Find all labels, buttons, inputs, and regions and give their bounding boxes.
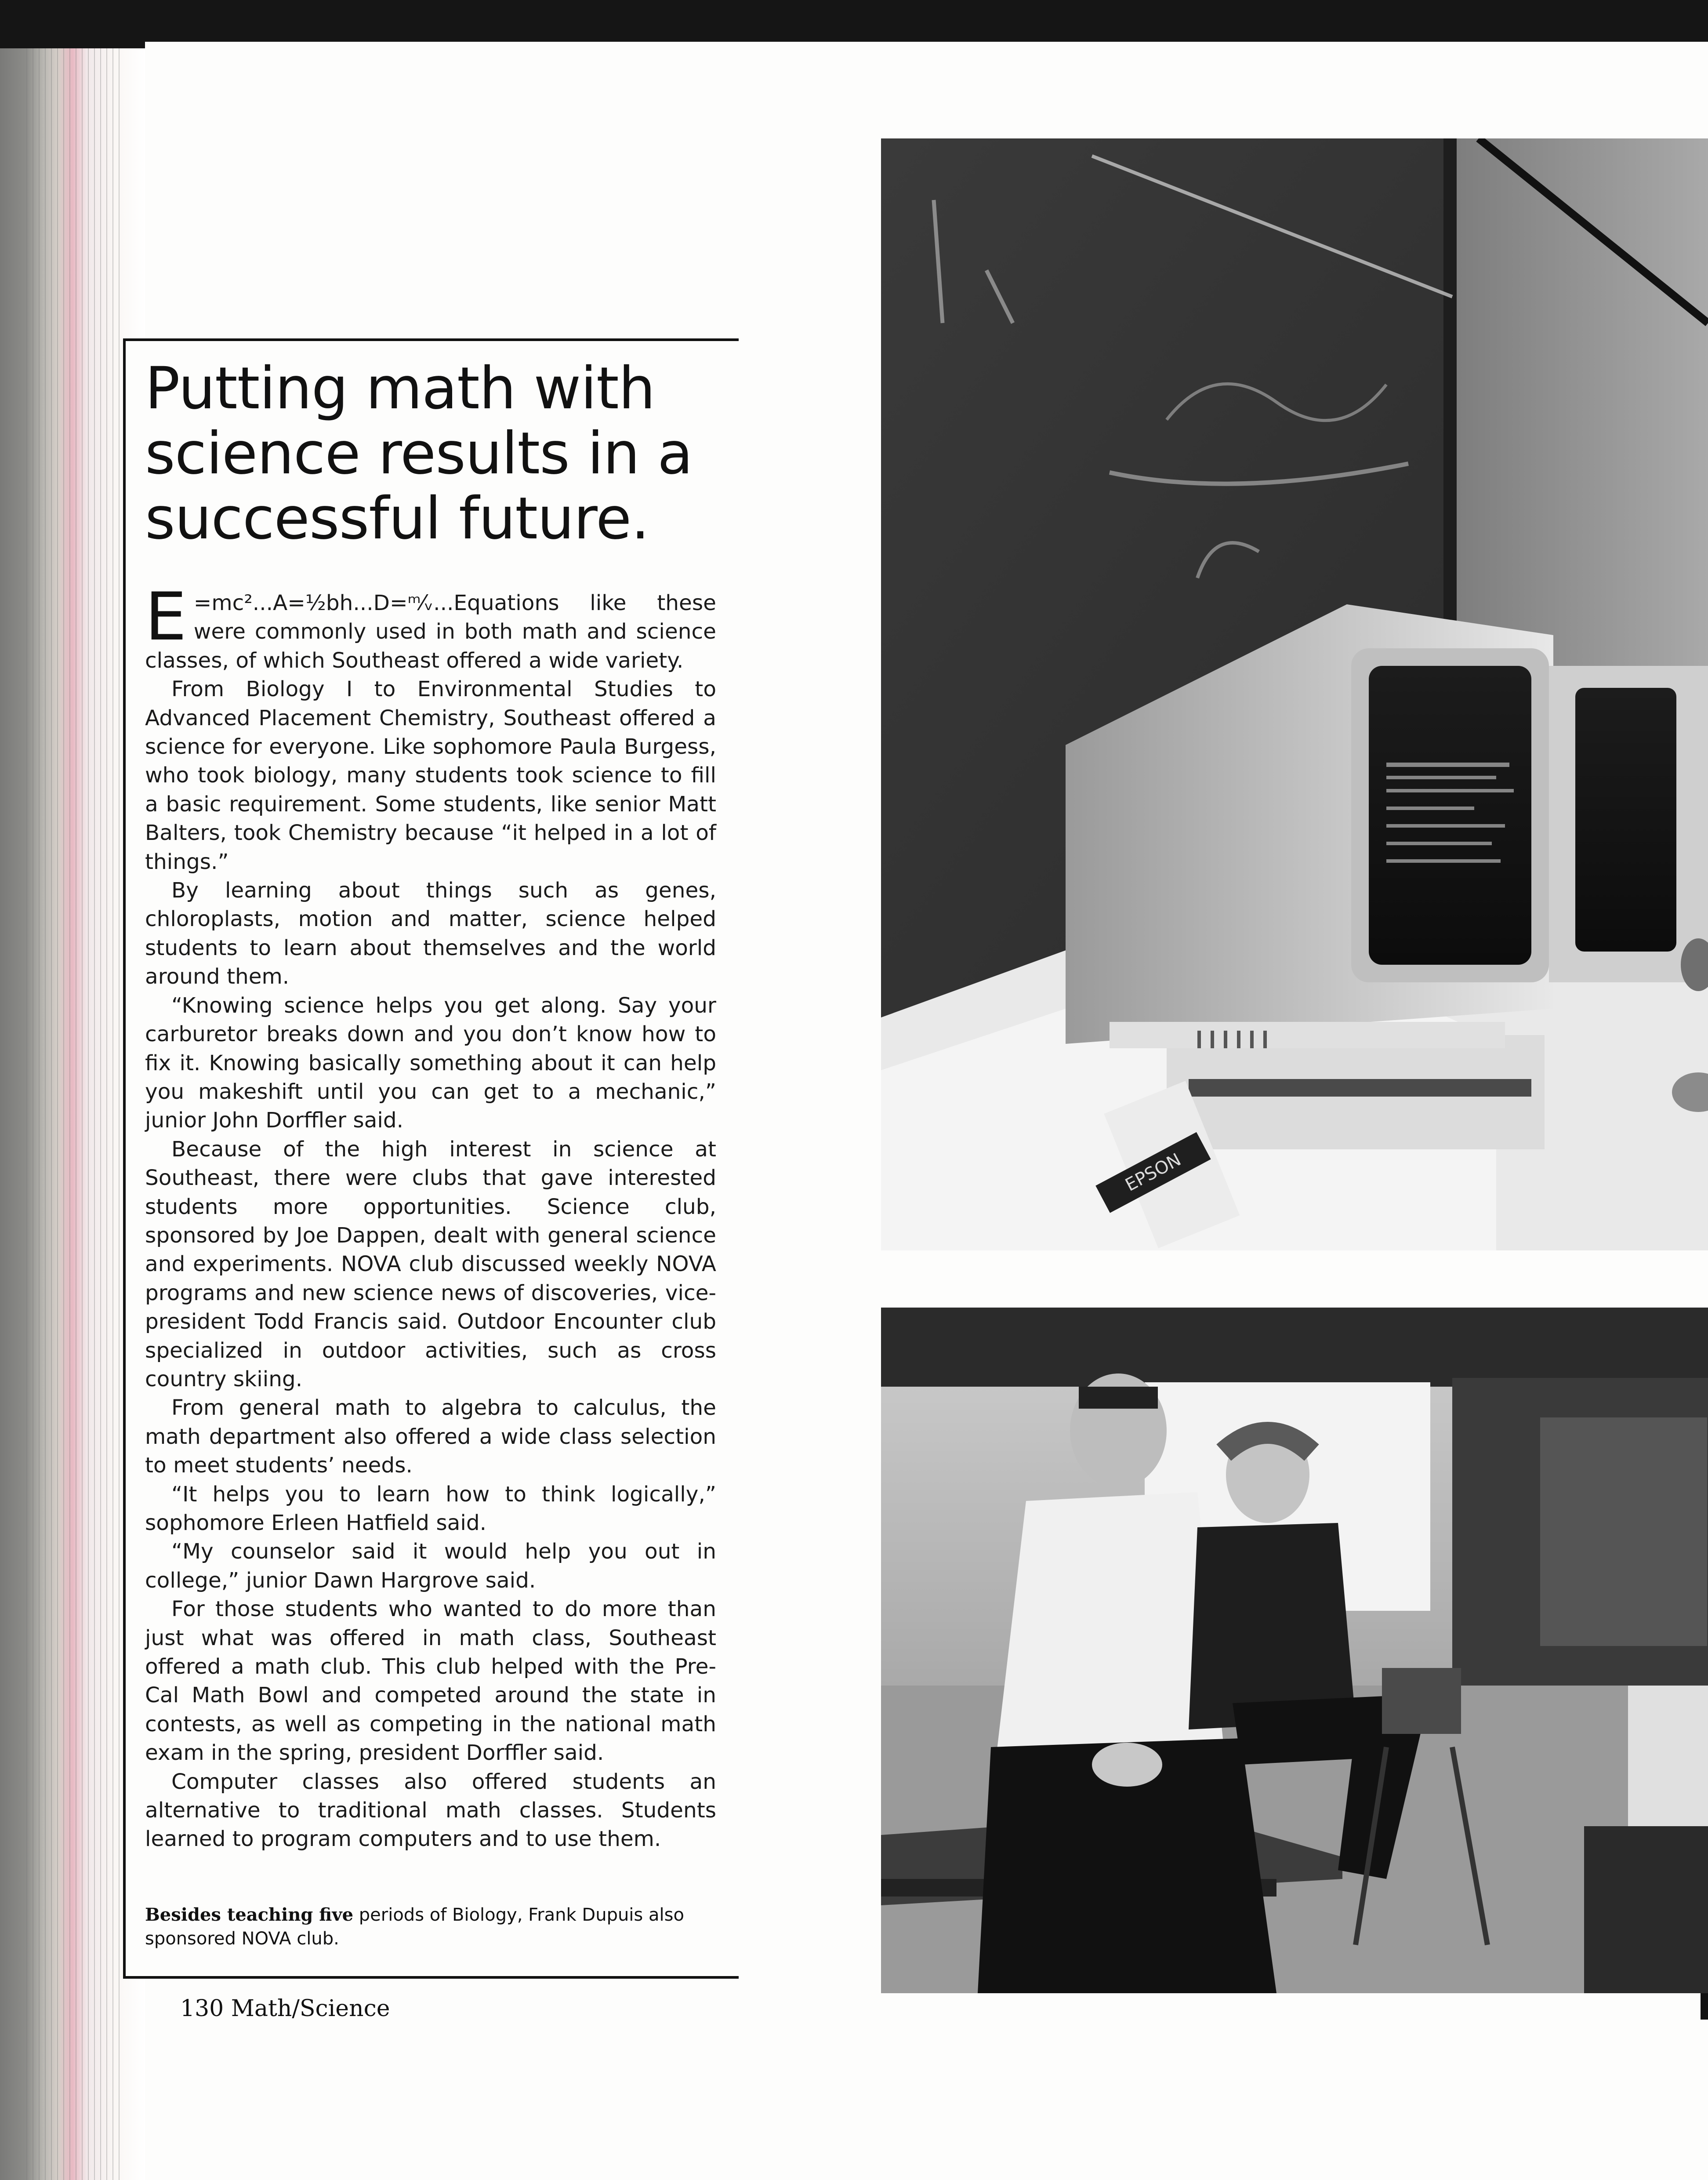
lead-text: =mc²...A=½bh...D=ᵐ⁄ᵥ...Equations like these were commonly used in both math and science classes, of which Southeast offered a wide variety. xyxy=(145,591,716,673)
page-rule-mark xyxy=(1701,1993,1708,2020)
photo-caption xyxy=(145,1903,716,1951)
article-headline: Putting math with science results in a successful future. xyxy=(145,355,693,552)
paragraph: From Biology I to Environmental Studies to Advanced Placement Chemistry, Southeast offered a science for everyone. Like sophomore Paula Burgess, who took biology, many students took science to fill a basic requirement. Some students, like senior Matt Balters, took Chemistry because “it helped in a lot of things.” xyxy=(145,677,716,874)
drop-cap: E xyxy=(145,579,187,655)
photo-teacher-student xyxy=(881,1308,1708,1993)
paragraph: By learning about things such as genes, chloroplasts, motion and matter, science helped students to learn about themselves and the world around them. xyxy=(145,878,716,989)
paragraph: “It helps you to learn how to think logically,” sophomore Erleen Hatfield said. xyxy=(145,1482,716,1535)
paragraph: For those students who wanted to do more than just what was offered in math class, Southeast offered a math club. This club helped with the Pre-Cal Math Bowl and competed around the state in contests, as well as competing in the national math exam in the spring, president Dorffler said. xyxy=(145,1597,716,1766)
caption-text: periods of Biology, Frank Dupuis also sponsored NOVA club. xyxy=(145,1905,684,1949)
paragraph: From general math to algebra to calculus, the math department also offered a wide class selection to meet students’ needs. xyxy=(145,1395,716,1478)
paragraph: Because of the high interest in science at Southeast, there were clubs that gave interested students more opportunities. Science club, sponsored by Joe Dappen, dealt with general science and experiments. NOVA club discussed weekly NOVA programs and new science news of discoveries, vice-president Todd Francis said. Outdoor Encounter club specialized in outdoor activities, such as cross country skiing. xyxy=(145,1137,716,1392)
paragraph: “Knowing science helps you get along. Say your carburetor breaks down and you don’t know how to fix it. Knowing basically something about it can help you makeshift until you can get to a mechanic,” junior John Dorffler said. xyxy=(145,993,716,1133)
paragraph: Computer classes also offered students an alternative to traditional math classes. Students learned to program computers and to use them. xyxy=(145,1769,716,1852)
lead-paragraph xyxy=(145,579,716,675)
caption-lead: Besides teaching five xyxy=(145,1904,354,1925)
paragraph: “My counselor said it would help you out in college,” junior Dawn Hargrove said. xyxy=(145,1539,716,1593)
epson-label: EPSON xyxy=(1122,1149,1185,1195)
photo-computers-chalkboard xyxy=(881,138,1708,1250)
page-folio: 130 Math/Science xyxy=(180,1995,390,2022)
background-top xyxy=(0,0,1708,48)
article-body xyxy=(145,579,716,1854)
